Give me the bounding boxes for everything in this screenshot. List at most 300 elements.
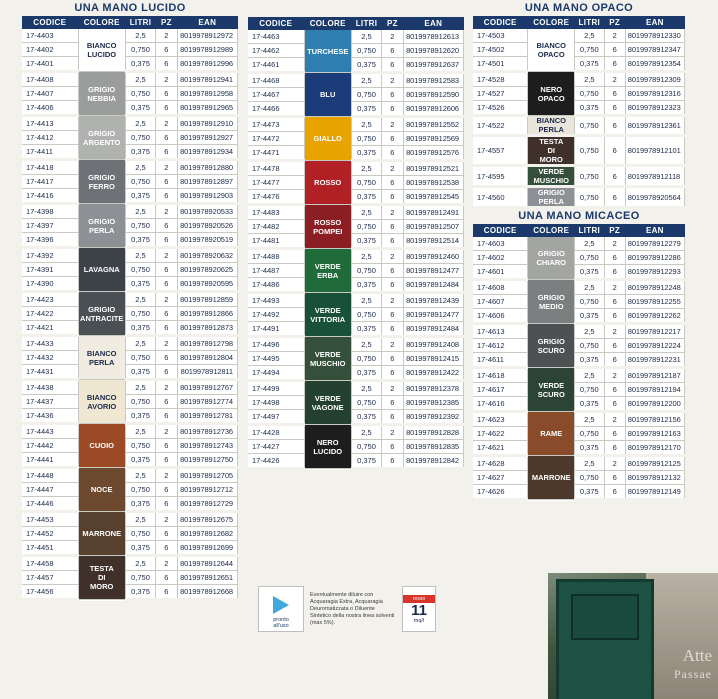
cell-ean: 8019978912835	[403, 440, 463, 454]
table-row[interactable]	[248, 440, 464, 454]
cell-litri: 0,750	[125, 43, 155, 57]
cell-pz: 6	[382, 366, 404, 381]
cell-litri: 0,375	[351, 146, 381, 161]
cell-colore-swatch: VERDE SCURO	[528, 368, 575, 412]
column-header-colore: COLORE	[528, 16, 575, 29]
cell-pz: 6	[382, 410, 404, 425]
cell-colore-swatch: GRIGIO ARGENTO	[78, 116, 125, 160]
table-row[interactable]	[248, 132, 464, 146]
cell-litri: 0,375	[351, 234, 381, 249]
cell-colore-swatch: CUOIO	[78, 424, 125, 468]
cell-pz: 6	[604, 136, 625, 166]
table-row[interactable]	[248, 381, 464, 396]
cell-pz: 6	[382, 220, 404, 234]
cell-colore-swatch: MARRONE	[78, 512, 125, 556]
cell-codice: 17-4498	[248, 396, 304, 410]
table-row[interactable]	[22, 439, 238, 453]
block-title-micaceo: UNA MANO MICACEO	[518, 210, 640, 222]
cell-ean: 8019978912910	[177, 116, 237, 131]
cell-litri: 0,750	[125, 527, 155, 541]
cell-litri: 0,750	[351, 88, 381, 102]
table-row[interactable]	[473, 87, 685, 101]
column-header-colore: COLORE	[78, 16, 125, 29]
column-header-pz: PZ	[604, 16, 625, 29]
cell-colore-swatch: ROSSO	[304, 161, 351, 205]
cell-codice: 17-4427	[248, 440, 304, 454]
cell-codice: 17-4486	[248, 278, 304, 293]
table-row[interactable]	[473, 427, 685, 441]
cell-litri: 0,750	[575, 339, 605, 353]
cell-ean: 8019978920519	[177, 233, 237, 248]
cell-pz: 6	[382, 88, 404, 102]
table-row[interactable]	[22, 204, 238, 219]
table-row[interactable]	[473, 43, 685, 57]
table-row[interactable]	[22, 380, 238, 395]
cell-litri: 0,750	[575, 187, 605, 208]
cell-litri: 0,375	[351, 322, 381, 337]
cell-ean: 8019978912545	[403, 190, 463, 205]
cell-pz: 2	[604, 237, 625, 251]
table-row[interactable]	[248, 454, 464, 469]
table-row[interactable]	[473, 251, 685, 265]
cell-pz: 6	[156, 87, 178, 101]
table-row[interactable]	[473, 237, 685, 251]
table-row[interactable]	[22, 497, 238, 512]
cell-litri: 0,750	[575, 87, 605, 101]
table-row[interactable]	[22, 145, 238, 160]
table-row[interactable]	[473, 166, 685, 187]
cell-ean: 8019978912514	[403, 234, 463, 249]
cell-ean: 8019978912828	[403, 425, 463, 440]
cell-litri: 0,375	[125, 57, 155, 72]
cell-codice: 17-4438	[22, 380, 78, 395]
cell-ean: 8019978912569	[403, 132, 463, 146]
cell-colore-swatch: VERDE ERBA	[304, 249, 351, 293]
cell-ean: 8019978912774	[177, 395, 237, 409]
cell-ean: 8019978912330	[625, 29, 684, 43]
cell-pz: 6	[156, 233, 178, 248]
cell-litri: 0,375	[125, 453, 155, 468]
cell-ean: 8019978912262	[625, 309, 684, 324]
table-row[interactable]	[248, 264, 464, 278]
cell-pz: 2	[382, 249, 404, 264]
cell-litri: 0,375	[125, 541, 155, 556]
table-row[interactable]	[473, 29, 685, 43]
table-row[interactable]	[473, 187, 685, 208]
table-row[interactable]	[473, 101, 685, 116]
cell-litri: 0,375	[351, 454, 381, 469]
table-row[interactable]	[248, 337, 464, 352]
cell-pz: 6	[382, 132, 404, 146]
table-row[interactable]	[473, 265, 685, 280]
table-row[interactable]	[248, 30, 464, 44]
cell-codice: 17-4448	[22, 468, 78, 483]
cell-litri: 0,750	[351, 44, 381, 58]
table-row[interactable]	[22, 57, 238, 72]
cell-pz: 2	[156, 248, 178, 263]
cell-litri: 2,5	[575, 237, 605, 251]
cell-codice: 17-4612	[473, 339, 528, 353]
cell-pz: 2	[382, 117, 404, 132]
cell-litri: 2,5	[351, 381, 381, 396]
cell-litri: 0,750	[351, 264, 381, 278]
cell-ean: 8019978912750	[177, 453, 237, 468]
cell-codice: 17-4446	[22, 497, 78, 512]
table-row[interactable]	[473, 441, 685, 456]
table-row[interactable]	[22, 512, 238, 527]
table-row[interactable]	[248, 234, 464, 249]
cell-litri: 2,5	[575, 412, 605, 427]
cell-ean: 8019978912613	[403, 30, 463, 44]
cell-pz: 6	[604, 57, 625, 72]
table-row[interactable]	[473, 136, 685, 166]
cell-litri: 2,5	[125, 336, 155, 351]
cell-ean: 8019978912842	[403, 454, 463, 469]
table-row[interactable]	[248, 190, 464, 205]
table-row[interactable]	[22, 365, 238, 380]
cell-codice: 17-4421	[22, 321, 78, 336]
table-row[interactable]	[248, 249, 464, 264]
table-row[interactable]	[248, 102, 464, 117]
table-row[interactable]	[248, 220, 464, 234]
cell-ean: 8019978912651	[177, 571, 237, 585]
table-row[interactable]	[22, 483, 238, 497]
table-row[interactable]	[22, 175, 238, 189]
cell-litri: 0,375	[575, 265, 605, 280]
cell-codice: 17-4397	[22, 219, 78, 233]
cell-pz: 2	[156, 116, 178, 131]
cell-codice: 17-4557	[473, 136, 528, 166]
cell-ean: 8019978912675	[177, 512, 237, 527]
cell-litri: 0,750	[575, 251, 605, 265]
voc-badge	[402, 586, 436, 632]
table-row[interactable]	[22, 233, 238, 248]
cell-litri: 0,750	[575, 166, 605, 187]
photo-caption	[674, 647, 712, 683]
cell-ean: 8019978920625	[177, 263, 237, 277]
table-row[interactable]	[22, 527, 238, 541]
table-mano-lucido-2	[248, 17, 464, 470]
cell-pz: 2	[604, 324, 625, 339]
photo-caption-line2: Passae	[674, 667, 712, 681]
cell-codice: 17-4622	[473, 427, 528, 441]
cell-codice: 17-4402	[22, 43, 78, 57]
cell-ean: 8019978912996	[177, 57, 237, 72]
table-row[interactable]	[473, 412, 685, 427]
cell-pz: 2	[156, 556, 178, 571]
cell-litri: 2,5	[125, 116, 155, 131]
table-mano-lucido	[22, 16, 238, 601]
cell-codice: 17-4461	[248, 58, 304, 73]
cell-litri: 0,750	[575, 136, 605, 166]
column-header-ean: EAN	[625, 16, 684, 29]
table-row[interactable]	[22, 72, 238, 87]
cell-pz: 6	[604, 485, 625, 500]
table-row[interactable]	[248, 205, 464, 220]
column-header-litri: LITRI	[351, 17, 381, 30]
cell-pz: 6	[156, 189, 178, 204]
table-row[interactable]	[248, 293, 464, 308]
table-row[interactable]	[473, 72, 685, 87]
cell-codice: 17-4442	[22, 439, 78, 453]
table-row[interactable]	[22, 321, 238, 336]
table-row[interactable]	[22, 131, 238, 145]
cell-litri: 0,750	[125, 351, 155, 365]
cell-colore-swatch: MARRONE	[528, 456, 575, 500]
photo-door	[556, 579, 654, 699]
cell-pz: 6	[156, 453, 178, 468]
cell-litri: 2,5	[125, 512, 155, 527]
cell-ean: 8019978912637	[403, 58, 463, 73]
cell-codice: 17-4441	[22, 453, 78, 468]
cell-codice: 17-4432	[22, 351, 78, 365]
cell-codice: 17-4621	[473, 441, 528, 456]
table-row[interactable]	[248, 117, 464, 132]
cell-pz: 2	[604, 280, 625, 295]
cell-pz: 6	[604, 397, 625, 412]
table-row[interactable]	[248, 410, 464, 425]
cell-codice: 17-4477	[248, 176, 304, 190]
table-row[interactable]	[22, 307, 238, 321]
table-row[interactable]	[248, 396, 464, 410]
cell-litri: 0,375	[125, 233, 155, 248]
table-row[interactable]	[473, 57, 685, 72]
cell-litri: 0,750	[125, 439, 155, 453]
cell-codice: 17-4483	[248, 205, 304, 220]
table-row[interactable]	[22, 29, 238, 43]
table-row[interactable]	[22, 101, 238, 116]
table-row[interactable]	[22, 248, 238, 263]
cell-codice: 17-4608	[473, 280, 528, 295]
cell-codice: 17-4601	[473, 265, 528, 280]
table-row[interactable]	[473, 339, 685, 353]
cell-codice: 17-4618	[473, 368, 528, 383]
cell-pz: 6	[604, 353, 625, 368]
cell-ean: 8019978912903	[177, 189, 237, 204]
cell-litri: 2,5	[351, 73, 381, 88]
table-row[interactable]	[248, 44, 464, 58]
table-row[interactable]	[248, 322, 464, 337]
cell-pz: 6	[604, 43, 625, 57]
block-mano-lucido-2	[248, 2, 464, 470]
table-row[interactable]	[22, 292, 238, 307]
cell-pz: 6	[156, 541, 178, 556]
table-row[interactable]	[22, 585, 238, 600]
table-row[interactable]	[248, 161, 464, 176]
table-row[interactable]	[22, 263, 238, 277]
cell-ean: 8019978912507	[403, 220, 463, 234]
table-row[interactable]	[22, 116, 238, 131]
table-row[interactable]	[473, 116, 685, 136]
cell-pz: 6	[156, 409, 178, 424]
table-row[interactable]	[473, 485, 685, 500]
table-row[interactable]	[248, 278, 464, 293]
table-row[interactable]	[22, 409, 238, 424]
cell-litri: 0,750	[351, 396, 381, 410]
table-row[interactable]	[248, 352, 464, 366]
table-row[interactable]	[22, 160, 238, 175]
cell-pz: 2	[382, 425, 404, 440]
table-row[interactable]	[473, 280, 685, 295]
cell-ean: 8019978912323	[625, 101, 684, 116]
cell-ean: 8019978920595	[177, 277, 237, 292]
column-header-litri: LITRI	[575, 16, 605, 29]
cell-litri: 2,5	[125, 248, 155, 263]
cell-colore-swatch: NERO OPACO	[528, 72, 575, 116]
block-title: UNA MANO LUCIDO	[74, 2, 186, 14]
table-row[interactable]	[248, 58, 464, 73]
table-row[interactable]	[473, 471, 685, 485]
cell-ean: 8019978912149	[625, 485, 684, 500]
cell-pz: 6	[382, 278, 404, 293]
table-row[interactable]	[473, 353, 685, 368]
cell-colore-swatch: NOCE	[78, 468, 125, 512]
cell-codice: 17-4496	[248, 337, 304, 352]
cell-colore-swatch: VERDE MUSCHIO	[528, 166, 575, 187]
cell-colore-swatch: GRIGIO NEBBIA	[78, 72, 125, 116]
cell-codice: 17-4487	[248, 264, 304, 278]
table-row[interactable]	[22, 395, 238, 409]
table-header-row	[473, 16, 685, 29]
cell-ean: 8019978912460	[403, 249, 463, 264]
table-row[interactable]	[248, 176, 464, 190]
column-header-codice: CODICE	[248, 17, 304, 30]
table-header-row	[22, 16, 238, 29]
table-row[interactable]	[473, 324, 685, 339]
cell-ean: 8019978912781	[177, 409, 237, 424]
cell-pz: 6	[156, 307, 178, 321]
cell-ean: 8019978912743	[177, 439, 237, 453]
column-header-litri: LITRI	[575, 224, 605, 237]
table-row[interactable]	[473, 295, 685, 309]
cell-codice: 17-4560	[473, 187, 528, 208]
table-row[interactable]	[248, 146, 464, 161]
cell-codice: 17-4433	[22, 336, 78, 351]
cell-codice: 17-4606	[473, 309, 528, 324]
cell-litri: 0,750	[125, 395, 155, 409]
voc-value: 11	[411, 601, 427, 619]
cell-ean: 8019978912361	[625, 116, 684, 136]
cell-codice: 17-4462	[248, 44, 304, 58]
cell-codice: 17-4391	[22, 263, 78, 277]
table-row[interactable]	[22, 556, 238, 571]
cell-litri: 2,5	[351, 249, 381, 264]
table-row[interactable]	[22, 87, 238, 101]
cell-codice: 17-4408	[22, 72, 78, 87]
block-title-opaco: UNA MANO OPACO	[524, 2, 634, 14]
column-header-pz: PZ	[604, 224, 625, 237]
table-row[interactable]	[22, 277, 238, 292]
cell-litri: 0,375	[351, 102, 381, 117]
cell-codice: 17-4422	[22, 307, 78, 321]
table-header-row	[473, 224, 685, 237]
table-row[interactable]	[22, 336, 238, 351]
cell-codice: 17-4437	[22, 395, 78, 409]
cell-litri: 0,750	[125, 571, 155, 585]
cell-pz: 6	[604, 427, 625, 441]
table-row[interactable]	[473, 383, 685, 397]
cell-ean: 8019978912101	[625, 136, 684, 166]
cell-codice: 17-4481	[248, 234, 304, 249]
block-mano-lucido	[22, 2, 238, 601]
column-header-codice: CODICE	[473, 224, 528, 237]
cell-codice: 17-4423	[22, 292, 78, 307]
cell-litri: 0,375	[351, 366, 381, 381]
cell-codice: 17-4492	[248, 308, 304, 322]
cell-ean: 8019978912583	[403, 73, 463, 88]
cell-codice: 17-4491	[248, 322, 304, 337]
cell-ean: 8019978912422	[403, 366, 463, 381]
cell-codice: 17-4595	[473, 166, 528, 187]
table-row[interactable]	[22, 351, 238, 365]
cell-codice: 17-4626	[473, 485, 528, 500]
table-row[interactable]	[22, 571, 238, 585]
cell-pz: 2	[156, 292, 178, 307]
cell-codice: 17-4451	[22, 541, 78, 556]
cell-litri: 2,5	[351, 161, 381, 176]
table-row[interactable]	[22, 424, 238, 439]
cell-pz: 6	[382, 58, 404, 73]
cell-pz: 6	[604, 309, 625, 324]
table-row[interactable]	[473, 309, 685, 324]
table-row[interactable]	[248, 308, 464, 322]
table-row[interactable]	[248, 425, 464, 440]
cell-codice: 17-4401	[22, 57, 78, 72]
table-row[interactable]	[22, 43, 238, 57]
cell-pz: 6	[156, 145, 178, 160]
table-row[interactable]	[22, 468, 238, 483]
cell-pz: 6	[604, 166, 625, 187]
cell-pz: 6	[156, 497, 178, 512]
table-row[interactable]	[473, 397, 685, 412]
cell-colore-swatch: RAME	[528, 412, 575, 456]
cell-ean: 8019978912811	[177, 365, 237, 380]
cell-litri: 2,5	[351, 30, 381, 44]
cell-codice: 17-4502	[473, 43, 528, 57]
cell-ean: 8019978912866	[177, 307, 237, 321]
cell-pz: 6	[156, 263, 178, 277]
cell-litri: 0,375	[125, 497, 155, 512]
table-row[interactable]	[22, 189, 238, 204]
cell-codice: 17-4428	[248, 425, 304, 440]
cell-pz: 2	[382, 161, 404, 176]
cell-litri: 0,375	[351, 190, 381, 205]
cell-codice: 17-4603	[473, 237, 528, 251]
cell-ean: 8019978912590	[403, 88, 463, 102]
cell-ean: 8019978912231	[625, 353, 684, 368]
table-row[interactable]	[22, 453, 238, 468]
cell-ean: 8019978912897	[177, 175, 237, 189]
cell-colore-swatch: GIALLO	[304, 117, 351, 161]
table-row[interactable]	[473, 456, 685, 471]
table-row[interactable]	[248, 366, 464, 381]
table-row[interactable]	[473, 368, 685, 383]
cell-pz: 6	[382, 234, 404, 249]
cell-pz: 2	[604, 29, 625, 43]
table-row[interactable]	[248, 73, 464, 88]
column-header-ean: EAN	[403, 17, 463, 30]
cell-pz: 6	[382, 264, 404, 278]
cell-ean: 8019978912934	[177, 145, 237, 160]
table-row[interactable]	[248, 88, 464, 102]
dilution-info	[258, 578, 458, 640]
table-row[interactable]	[22, 541, 238, 556]
table-row[interactable]	[22, 219, 238, 233]
cell-litri: 2,5	[125, 204, 155, 219]
cell-litri: 2,5	[351, 293, 381, 308]
cell-codice: 17-4431	[22, 365, 78, 380]
cell-colore-swatch: GRIGIO CHIARO	[528, 237, 575, 280]
